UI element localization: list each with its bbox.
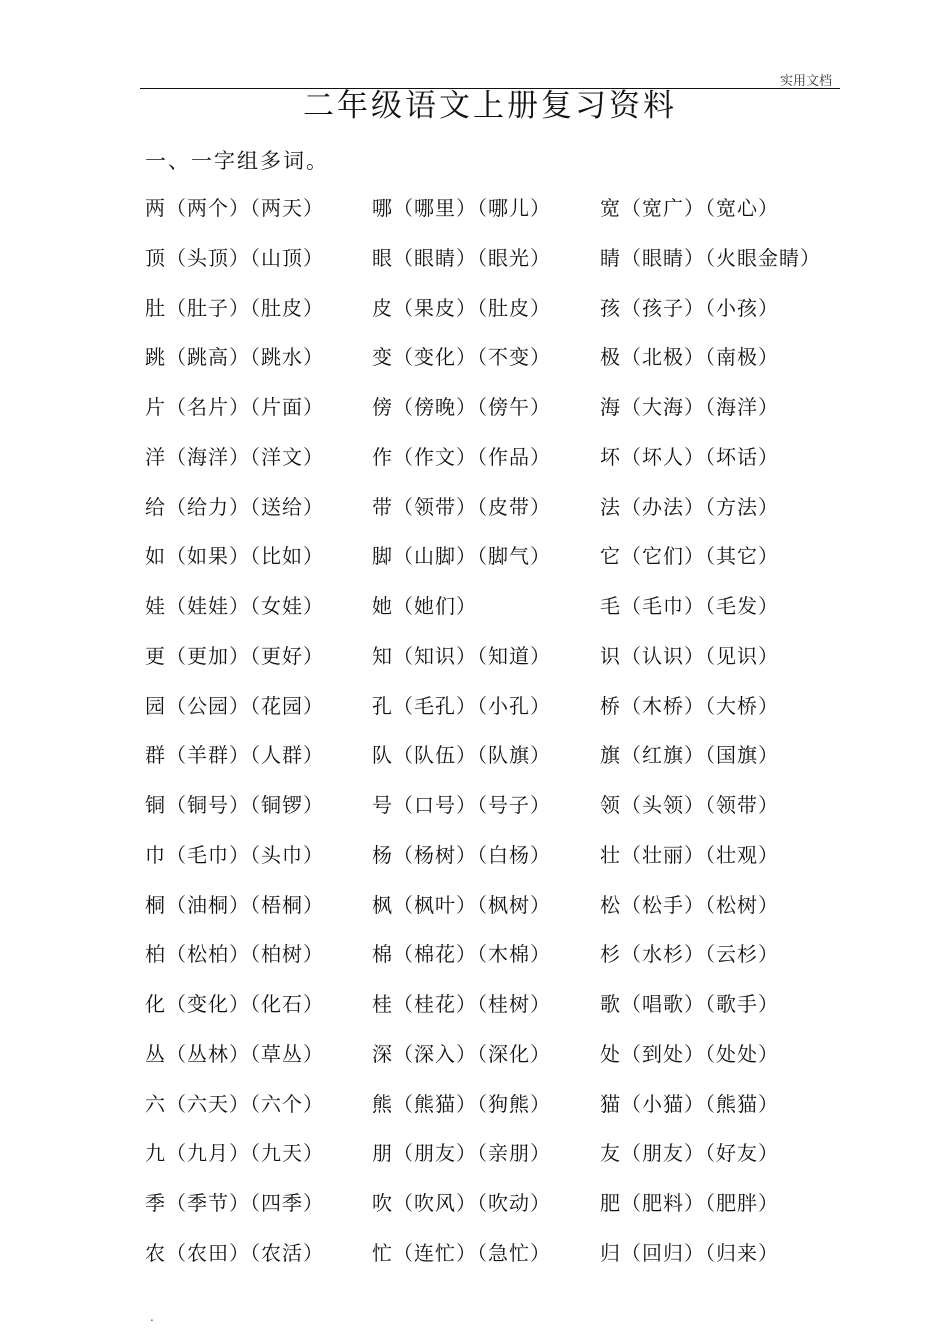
word-entry: 深（深入）（深化） xyxy=(372,1041,551,1066)
word-entry: 坏（坏人）（坏话） xyxy=(600,444,779,469)
word-entry: 她（她们） xyxy=(372,594,477,618)
word-entry: 巾（毛巾）（头巾） xyxy=(145,842,324,867)
word-row xyxy=(145,639,845,689)
word-entry: 桂（桂花）（桂树） xyxy=(372,992,551,1016)
word-entry: 肚（肚子）（肚皮） xyxy=(145,295,324,320)
word-entry: 孔（毛孔）（小孔） xyxy=(372,693,551,718)
word-entry: 季（季节）（四季） xyxy=(145,1191,324,1215)
word-row xyxy=(145,191,845,241)
word-entry: 号（口号）（号子） xyxy=(372,793,551,817)
word-entry: 六（六天）（六个） xyxy=(145,1091,324,1116)
word-entry: 朋（朋友）（亲朋） xyxy=(372,1141,551,1166)
word-entry: 跳（跳高）（跳水） xyxy=(145,345,324,370)
word-entry: 猫（小猫）（熊猫） xyxy=(600,1091,779,1116)
section-heading: 一、一字组多词。 xyxy=(145,149,329,173)
word-entry: 洋（海洋）（洋文） xyxy=(145,444,324,469)
word-entry: 如（如果）（比如） xyxy=(145,544,324,569)
word-row xyxy=(145,838,845,888)
word-entry: 丛（丛林）（草丛） xyxy=(145,1041,324,1066)
word-entry: 领（头领）（领带） xyxy=(600,793,779,817)
word-entry: 农（农田）（农活） xyxy=(145,1240,324,1265)
word-row xyxy=(145,788,845,838)
word-entry: 变（变化）（不变） xyxy=(372,345,551,370)
word-entry: 歌（唱歌）（歌手） xyxy=(600,992,779,1016)
word-entry: 脚（山脚）（脚气） xyxy=(372,544,551,569)
word-entry: 熊（熊猫）（狗熊） xyxy=(372,1091,551,1116)
word-entry: 片（名片）（片面） xyxy=(145,395,324,419)
word-row xyxy=(145,1186,845,1236)
word-entry: 哪（哪里）（哪儿） xyxy=(372,196,551,220)
word-entry: 两（两个）（两天） xyxy=(145,196,324,220)
word-row xyxy=(145,937,845,987)
word-entry: 毛（毛巾）（毛发） xyxy=(600,594,779,618)
word-entry: 松（松手）（松树） xyxy=(600,892,779,917)
word-entry: 皮（果皮）（肚皮） xyxy=(372,295,551,320)
word-entry: 更（更加）（更好） xyxy=(145,643,324,668)
word-entry: 它（它们）（其它） xyxy=(600,544,779,569)
word-row xyxy=(145,689,845,739)
word-entry: 旗（红旗）（国旗） xyxy=(600,743,779,768)
word-row xyxy=(145,1037,845,1087)
word-entry: 处（到处）（处处） xyxy=(600,1041,779,1066)
word-entry: 宽（宽广）（宽心） xyxy=(600,196,779,220)
word-row xyxy=(145,738,845,788)
word-entry: 枫（枫叶）（枫树） xyxy=(372,892,551,917)
footer-mark: . xyxy=(150,1310,154,1324)
word-entry: 作（作文）（作品） xyxy=(372,444,551,469)
word-row xyxy=(145,539,845,589)
word-row xyxy=(145,888,845,938)
word-entry: 吹（吹风）（吹动） xyxy=(372,1191,551,1215)
word-entry: 棉（棉花）（木棉） xyxy=(372,942,551,967)
word-entry: 睛（眼睛）（火眼金睛） xyxy=(600,245,821,270)
word-row xyxy=(145,1136,845,1186)
word-entry: 归（回归）（归来） xyxy=(600,1240,779,1265)
word-row xyxy=(145,390,845,440)
word-entry: 友（朋友）（好友） xyxy=(600,1141,779,1166)
word-group-list xyxy=(145,191,845,1286)
word-row xyxy=(145,440,845,490)
word-entry: 九（九月）（九天） xyxy=(145,1141,324,1166)
word-entry: 傍（傍晚）（傍午） xyxy=(372,395,551,419)
word-entry: 肥（肥料）（肥胖） xyxy=(600,1191,779,1215)
word-entry: 铜（铜号）（铜锣） xyxy=(145,793,324,817)
word-entry: 眼（眼睛）（眼光） xyxy=(372,245,551,270)
word-entry: 杉（水杉）（云杉） xyxy=(600,942,779,967)
word-entry: 园（公园）（花园） xyxy=(145,693,324,718)
word-row xyxy=(145,490,845,540)
word-row xyxy=(145,1087,845,1137)
word-row xyxy=(145,340,845,390)
word-entry: 队（队伍）（队旗） xyxy=(372,743,551,768)
word-entry: 壮（壮丽）（壮观） xyxy=(600,842,779,867)
document-title: 二年级语文上册复习资料 xyxy=(303,88,677,124)
word-entry: 海（大海）（海洋） xyxy=(600,395,779,419)
word-entry: 桥（木桥）（大桥） xyxy=(600,693,779,718)
word-entry: 化（变化）（化石） xyxy=(145,992,324,1016)
word-entry: 杨（杨树）（白杨） xyxy=(372,842,551,867)
word-entry: 给（给力）（送给） xyxy=(145,494,324,519)
word-entry: 娃（娃娃）（女娃） xyxy=(145,594,324,618)
word-entry: 带（领带）（皮带） xyxy=(372,494,551,519)
word-row xyxy=(145,589,845,639)
header-label: 实用文档 xyxy=(780,74,833,89)
word-entry: 柏（松柏）（柏树） xyxy=(145,942,324,967)
word-row xyxy=(145,1236,845,1286)
word-entry: 孩（孩子）（小孩） xyxy=(600,295,779,320)
word-entry: 知（知识）（知道） xyxy=(372,643,551,668)
word-entry: 顶（头顶）（山顶） xyxy=(145,245,324,270)
word-entry: 群（羊群）（人群） xyxy=(145,743,324,768)
word-entry: 识（认识）（见识） xyxy=(600,643,779,668)
word-entry: 忙（连忙）（急忙） xyxy=(372,1240,551,1265)
word-entry: 桐（油桐）（梧桐） xyxy=(145,892,324,917)
word-row xyxy=(145,291,845,341)
word-row xyxy=(145,987,845,1037)
word-row xyxy=(145,241,845,291)
word-entry: 法（办法）（方法） xyxy=(600,494,779,519)
word-entry: 极（北极）（南极） xyxy=(600,345,779,370)
